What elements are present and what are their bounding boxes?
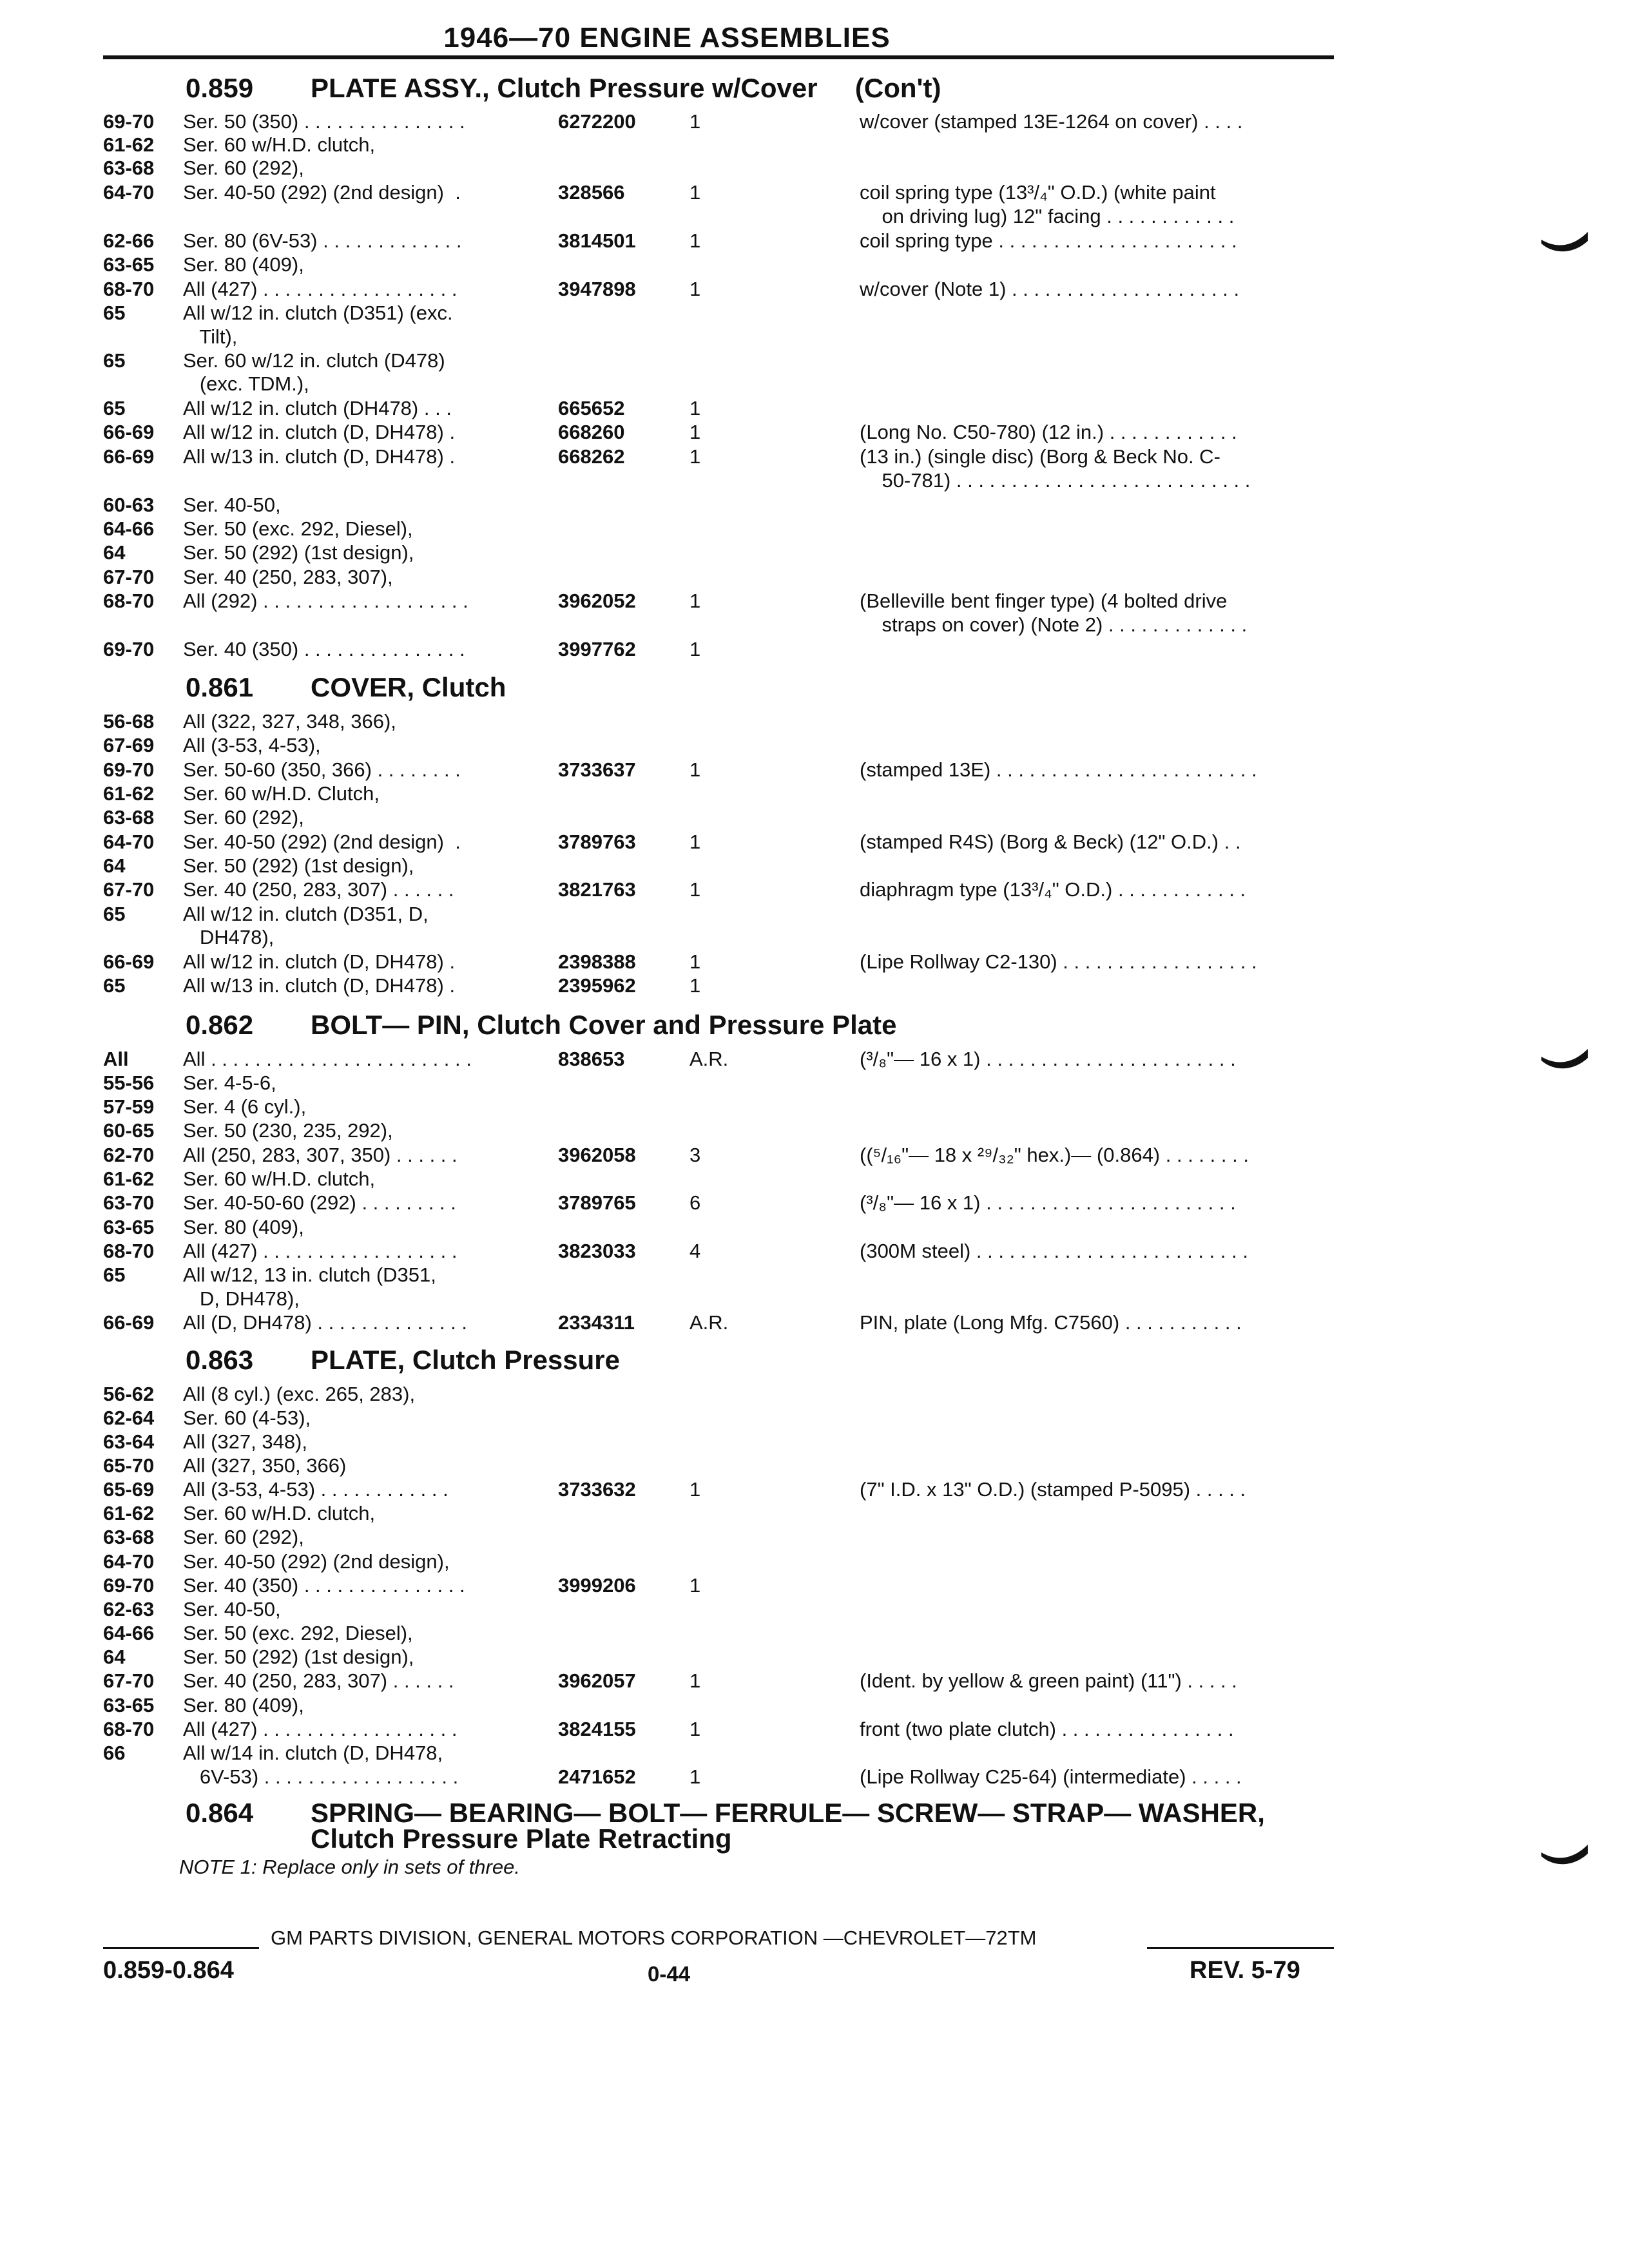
table-row bbox=[0, 1525, 1629, 1549]
table-row bbox=[0, 1645, 1629, 1669]
quantity-cell: 4 bbox=[689, 1240, 701, 1262]
year-range-cell: 69-70 bbox=[103, 1574, 155, 1597]
table-row bbox=[0, 180, 1629, 204]
application-cell: (exc. TDM.), bbox=[183, 372, 309, 395]
quantity-cell: 1 bbox=[689, 1718, 701, 1740]
note-1: NOTE 1: Replace only in sets of three. bbox=[179, 1856, 520, 1878]
part-number-cell: 3997762 bbox=[558, 638, 636, 660]
part-number-cell: 3962052 bbox=[558, 590, 636, 612]
section-title: SPRING— BEARING— BOLT— FERRULE— SCREW— STRAP— WASHER, bbox=[311, 1798, 1265, 1828]
year-range-cell: 69-70 bbox=[103, 638, 155, 660]
table-row bbox=[0, 1597, 1629, 1621]
year-range-cell: 68-70 bbox=[103, 1240, 155, 1262]
table-row bbox=[0, 493, 1629, 517]
year-range-cell: 67-70 bbox=[103, 878, 155, 901]
year-range-cell: 64 bbox=[103, 854, 126, 877]
quantity-cell: 1 bbox=[689, 638, 701, 660]
year-range-cell: 64-66 bbox=[103, 517, 155, 540]
table-row bbox=[0, 1573, 1629, 1597]
quantity-cell: 3 bbox=[689, 1144, 701, 1166]
table-row bbox=[0, 782, 1629, 805]
application-cell: Ser. 60 w/H.D. Clutch, bbox=[183, 782, 380, 805]
part-number-cell: 3789763 bbox=[558, 831, 636, 853]
quantity-cell: 1 bbox=[689, 445, 701, 468]
application-cell: Ser. 40-50-60 (292) . . . . . . . . . bbox=[183, 1191, 456, 1214]
footer-rule-right bbox=[1147, 1947, 1334, 1949]
table-row bbox=[0, 925, 1629, 949]
part-number-cell: 668262 bbox=[558, 445, 625, 468]
application-cell: All (427) . . . . . . . . . . . . . . . . . . bbox=[183, 278, 458, 300]
quantity-cell: 1 bbox=[689, 110, 701, 133]
quantity-cell: 1 bbox=[689, 421, 701, 443]
table-row bbox=[0, 589, 1629, 613]
application-cell: Ser. 40-50 (292) (2nd design) . bbox=[183, 181, 461, 204]
application-cell: Ser. 80 (409), bbox=[183, 1694, 304, 1716]
application-cell: Ser. 50 (350) . . . . . . . . . . . . . . . bbox=[183, 110, 465, 133]
table-row bbox=[0, 1501, 1629, 1525]
remarks-cell: ((⁵/₁₆"— 18 x ²⁹/₃₂" hex.)— (0.864) . . . . . . . . bbox=[860, 1144, 1249, 1166]
table-row bbox=[0, 1143, 1629, 1167]
application-cell: Ser. 60 (292), bbox=[183, 157, 304, 179]
year-range-cell: 67-69 bbox=[103, 734, 155, 756]
page-header-title: 1946—70 ENGINE ASSEMBLIES bbox=[443, 22, 891, 53]
year-range-cell: 61-62 bbox=[103, 782, 155, 805]
remarks-cell: (Belleville bent finger type) (4 bolted drive bbox=[860, 590, 1228, 612]
remarks-cell: (Ident. by yellow & green paint) (11") . . . . . bbox=[860, 1669, 1237, 1692]
application-cell: Ser. 80 (6V-53) . . . . . . . . . . . . . bbox=[183, 229, 462, 252]
table-row bbox=[0, 110, 1629, 133]
application-cell: Ser. 60 w/H.D. clutch, bbox=[183, 1168, 376, 1190]
quantity-cell: 1 bbox=[689, 758, 701, 781]
application-cell: Ser. 50 (292) (1st design), bbox=[183, 854, 414, 877]
table-row bbox=[0, 878, 1629, 901]
section-title: BOLT— PIN, Clutch Cover and Pressure Plate bbox=[311, 1010, 897, 1040]
application-cell: Ser. 40 (350) . . . . . . . . . . . . . . . bbox=[183, 1574, 465, 1597]
part-number-cell: 328566 bbox=[558, 181, 625, 204]
application-cell: Ser. 80 (409), bbox=[183, 1216, 304, 1238]
table-row bbox=[0, 1477, 1629, 1501]
application-cell: Ser. 40-50, bbox=[183, 1598, 281, 1620]
table-row bbox=[0, 1717, 1629, 1741]
application-cell: Ser. 40-50, bbox=[183, 494, 281, 516]
table-row bbox=[0, 733, 1629, 757]
table-row bbox=[0, 830, 1629, 854]
part-number-cell: 6272200 bbox=[558, 110, 636, 133]
year-range-cell: 68-70 bbox=[103, 1718, 155, 1740]
table-row bbox=[0, 1071, 1629, 1095]
application-cell: All w/12 in. clutch (DH478) . . . bbox=[183, 397, 452, 419]
table-row bbox=[0, 1287, 1629, 1311]
remarks-cell: (7" I.D. x 13" O.D.) (stamped P-5095) . . . . . bbox=[860, 1478, 1246, 1501]
year-range-cell: 62-66 bbox=[103, 229, 155, 252]
year-range-cell: 61-62 bbox=[103, 1168, 155, 1190]
remarks-cell: (300M steel) . . . . . . . . . . . . . . . . . . . . . . . . . bbox=[860, 1240, 1248, 1262]
table-row bbox=[0, 396, 1629, 420]
application-cell: Ser. 50 (exc. 292, Diesel), bbox=[183, 517, 413, 540]
application-cell: Ser. 80 (409), bbox=[183, 253, 304, 276]
section-number: 0.862 bbox=[186, 1010, 254, 1040]
table-row bbox=[0, 156, 1629, 180]
part-number-cell: 2471652 bbox=[558, 1765, 636, 1788]
application-cell: All (327, 350, 366) bbox=[183, 1454, 347, 1477]
year-range-cell: 55-56 bbox=[103, 1072, 155, 1094]
binder-clip-mark-icon bbox=[1540, 227, 1589, 259]
section-title: PLATE, Clutch Pressure bbox=[311, 1345, 621, 1375]
application-cell: All (D, DH478) . . . . . . . . . . . . . . bbox=[183, 1311, 467, 1334]
table-row bbox=[0, 1191, 1629, 1215]
table-row bbox=[0, 1311, 1629, 1334]
part-number-cell: 3814501 bbox=[558, 229, 636, 252]
year-range-cell: 65 bbox=[103, 974, 126, 997]
section-title: COVER, Clutch bbox=[311, 672, 506, 702]
year-range-cell: 62-63 bbox=[103, 1598, 155, 1620]
remarks-cell: front (two plate clutch) . . . . . . . . . . . . . . . . bbox=[860, 1718, 1234, 1740]
remarks-cell: PIN, plate (Long Mfg. C7560) . . . . . . . . . . . bbox=[860, 1311, 1242, 1334]
year-range-cell: 62-64 bbox=[103, 1407, 155, 1429]
table-row bbox=[0, 372, 1629, 396]
quantity-cell: 1 bbox=[689, 831, 701, 853]
remarks-cell: straps on cover) (Note 2) . . . . . . . . . . . . . bbox=[860, 613, 1248, 636]
year-range-cell: 63-70 bbox=[103, 1191, 155, 1214]
year-range-cell: 56-62 bbox=[103, 1383, 155, 1405]
year-range-cell: 60-63 bbox=[103, 494, 155, 516]
application-cell: Ser. 60 w/H.D. clutch, bbox=[183, 133, 376, 156]
year-range-cell: 65 bbox=[103, 903, 126, 925]
year-range-cell: 60-65 bbox=[103, 1119, 155, 1142]
table-row bbox=[0, 349, 1629, 372]
application-cell: Ser. 40 (250, 283, 307), bbox=[183, 566, 393, 588]
quantity-cell: 1 bbox=[689, 278, 701, 300]
table-row bbox=[0, 420, 1629, 444]
table-row bbox=[0, 1167, 1629, 1191]
table-row bbox=[0, 1215, 1629, 1239]
table-row bbox=[0, 541, 1629, 564]
quantity-cell: 1 bbox=[689, 974, 701, 997]
application-cell: All w/12 in. clutch (D351, D, bbox=[183, 903, 429, 925]
table-row bbox=[0, 253, 1629, 276]
section-number: 0.861 bbox=[186, 672, 254, 702]
application-cell: Ser. 60 (4-53), bbox=[183, 1407, 311, 1429]
year-range-cell: 67-70 bbox=[103, 1669, 155, 1692]
application-cell: All (427) . . . . . . . . . . . . . . . . . . bbox=[183, 1718, 458, 1740]
application-cell: Ser. 50 (292) (1st design), bbox=[183, 1646, 414, 1668]
table-row bbox=[0, 1621, 1629, 1645]
quantity-cell: 6 bbox=[689, 1191, 701, 1214]
application-cell: All w/12, 13 in. clutch (D351, bbox=[183, 1264, 436, 1286]
part-number-cell: 3789765 bbox=[558, 1191, 636, 1214]
quantity-cell: 1 bbox=[689, 950, 701, 973]
application-cell: Ser. 50 (230, 235, 292), bbox=[183, 1119, 393, 1142]
application-cell: DH478), bbox=[183, 926, 275, 948]
quantity-cell: 1 bbox=[689, 397, 701, 419]
year-range-cell: 69-70 bbox=[103, 758, 155, 781]
application-cell: Ser. 60 w/12 in. clutch (D478) bbox=[183, 349, 445, 372]
table-row bbox=[0, 1119, 1629, 1142]
remarks-cell: 50-781) . . . . . . . . . . . . . . . . . . . . . . . . . . . bbox=[860, 469, 1251, 492]
application-cell: Ser. 40 (250, 283, 307) . . . . . . bbox=[183, 1669, 454, 1692]
year-range-cell: 64 bbox=[103, 1646, 126, 1668]
quantity-cell: A.R. bbox=[689, 1048, 729, 1070]
section-number: 0.863 bbox=[186, 1345, 254, 1375]
application-cell: Ser. 4 (6 cyl.), bbox=[183, 1095, 307, 1118]
application-cell: All (3-53, 4-53), bbox=[183, 734, 321, 756]
year-range-cell: 63-64 bbox=[103, 1430, 155, 1453]
quantity-cell: 1 bbox=[689, 1478, 701, 1501]
year-range-cell: 66-69 bbox=[103, 421, 155, 443]
part-number-cell: 2398388 bbox=[558, 950, 636, 973]
application-cell: All (250, 283, 307, 350) . . . . . . bbox=[183, 1144, 458, 1166]
year-range-cell: 66 bbox=[103, 1742, 126, 1764]
year-range-cell: 67-70 bbox=[103, 566, 155, 588]
remarks-cell: (³/₈"— 16 x 1) . . . . . . . . . . . . . . . . . . . . . . . bbox=[860, 1191, 1236, 1214]
application-cell: All w/13 in. clutch (D, DH478) . bbox=[183, 445, 456, 468]
table-row bbox=[0, 950, 1629, 974]
table-row bbox=[0, 1550, 1629, 1573]
year-range-cell: 57-59 bbox=[103, 1095, 155, 1118]
year-range-cell: 66-69 bbox=[103, 445, 155, 468]
year-range-cell: 64 bbox=[103, 541, 126, 564]
part-number-cell: 3962057 bbox=[558, 1669, 636, 1692]
remarks-cell: (Lipe Rollway C25-64) (intermediate) . . . . . bbox=[860, 1765, 1242, 1788]
remarks-cell: (³/₈"— 16 x 1) . . . . . . . . . . . . . . . . . . . . . . . bbox=[860, 1048, 1236, 1070]
table-row bbox=[0, 301, 1629, 325]
application-cell: All (327, 348), bbox=[183, 1430, 307, 1453]
remarks-cell: coil spring type . . . . . . . . . . . . . . . . . . . . . . bbox=[860, 229, 1237, 252]
part-number-cell: 2395962 bbox=[558, 974, 636, 997]
application-cell: Tilt), bbox=[183, 325, 238, 348]
quantity-cell: 1 bbox=[689, 229, 701, 252]
table-row bbox=[0, 1765, 1629, 1789]
table-row bbox=[0, 1382, 1629, 1406]
table-row bbox=[0, 805, 1629, 829]
year-range-cell: 66-69 bbox=[103, 950, 155, 973]
part-number-cell: 3947898 bbox=[558, 278, 636, 300]
application-cell: Ser. 40-50 (292) (2nd design) . bbox=[183, 831, 461, 853]
footer-revision: REV. 5-79 bbox=[1190, 1957, 1300, 1984]
application-cell: Ser. 60 w/H.D. clutch, bbox=[183, 1502, 376, 1524]
part-number-cell: 665652 bbox=[558, 397, 625, 419]
year-range-cell: 63-68 bbox=[103, 1526, 155, 1548]
table-row bbox=[0, 1741, 1629, 1765]
quantity-cell: 1 bbox=[689, 878, 701, 901]
year-range-cell: 66-69 bbox=[103, 1311, 155, 1334]
section-title-line2: Clutch Pressure Plate Retracting bbox=[311, 1823, 732, 1854]
year-range-cell: 61-62 bbox=[103, 133, 155, 156]
footer-corporation: GM PARTS DIVISION, GENERAL MOTORS CORPORATION —CHEVROLET—72TM bbox=[271, 1927, 1037, 1949]
footer-page-number: 0-44 bbox=[648, 1962, 691, 1986]
year-range-cell: 65 bbox=[103, 397, 126, 419]
application-cell: 6V-53) . . . . . . . . . . . . . . . . . . bbox=[183, 1765, 459, 1788]
application-cell: All (292) . . . . . . . . . . . . . . . . . . . bbox=[183, 590, 468, 612]
year-range-cell: 63-68 bbox=[103, 157, 155, 179]
remarks-cell: (stamped R4S) (Borg & Beck) (12" O.D.) . . bbox=[860, 831, 1241, 853]
table-row bbox=[0, 1047, 1629, 1071]
application-cell: All (322, 327, 348, 366), bbox=[183, 710, 396, 733]
quantity-cell: 1 bbox=[689, 181, 701, 204]
year-range-cell: 64-66 bbox=[103, 1622, 155, 1644]
table-row bbox=[0, 1095, 1629, 1119]
header-rule bbox=[103, 55, 1334, 59]
section-number: 0.859 bbox=[186, 73, 254, 103]
part-number-cell: 3733632 bbox=[558, 1478, 636, 1501]
remarks-cell: diaphragm type (13³/₄" O.D.) . . . . . . . . . . . . bbox=[860, 878, 1246, 901]
binder-clip-mark-icon bbox=[1540, 1840, 1589, 1872]
part-number-cell: 2334311 bbox=[558, 1311, 635, 1334]
quantity-cell: 1 bbox=[689, 1669, 701, 1692]
table-row bbox=[0, 204, 1629, 228]
table-row bbox=[0, 1239, 1629, 1263]
application-cell: All w/12 in. clutch (D, DH478) . bbox=[183, 421, 456, 443]
table-row bbox=[0, 613, 1629, 637]
table-row bbox=[0, 1263, 1629, 1287]
table-row bbox=[0, 1430, 1629, 1454]
table-row bbox=[0, 468, 1629, 492]
application-cell: All (3-53, 4-53) . . . . . . . . . . . . bbox=[183, 1478, 448, 1501]
year-range-cell: 65-69 bbox=[103, 1478, 155, 1501]
table-row bbox=[0, 1454, 1629, 1477]
table-row bbox=[0, 758, 1629, 782]
application-cell: All . . . . . . . . . . . . . . . . . . . . . . . . bbox=[183, 1048, 472, 1070]
application-cell: All w/13 in. clutch (D, DH478) . bbox=[183, 974, 456, 997]
application-cell: All w/12 in. clutch (D, DH478) . bbox=[183, 950, 456, 973]
application-cell: All (427) . . . . . . . . . . . . . . . . . . bbox=[183, 1240, 458, 1262]
application-cell: Ser. 60 (292), bbox=[183, 806, 304, 829]
quantity-cell: 1 bbox=[689, 1574, 701, 1597]
quantity-cell: A.R. bbox=[689, 1311, 729, 1334]
table-row bbox=[0, 1669, 1629, 1693]
part-number-cell: 838653 bbox=[558, 1048, 625, 1070]
remarks-cell: w/cover (stamped 13E-1264 on cover) . . . . bbox=[860, 110, 1243, 133]
application-cell: All w/12 in. clutch (D351) (exc. bbox=[183, 302, 453, 324]
year-range-cell: 56-68 bbox=[103, 710, 155, 733]
year-range-cell: 63-65 bbox=[103, 1216, 155, 1238]
table-row bbox=[0, 277, 1629, 301]
remarks-cell: w/cover (Note 1) . . . . . . . . . . . . . . . . . . . . . bbox=[860, 278, 1240, 300]
section-title: PLATE ASSY., Clutch Pressure w/Cover (Con't) bbox=[311, 73, 941, 103]
quantity-cell: 1 bbox=[689, 590, 701, 612]
application-cell: Ser. 40 (250, 283, 307) . . . . . . bbox=[183, 878, 454, 901]
part-number-cell: 3823033 bbox=[558, 1240, 636, 1262]
application-cell: All (8 cyl.) (exc. 265, 283), bbox=[183, 1383, 416, 1405]
footer-rule-left bbox=[103, 1947, 259, 1949]
table-row bbox=[0, 325, 1629, 349]
application-cell: Ser. 4-5-6, bbox=[183, 1072, 276, 1094]
section-number: 0.864 bbox=[186, 1798, 254, 1828]
part-number-cell: 3733637 bbox=[558, 758, 636, 781]
year-range-cell: All bbox=[103, 1048, 129, 1070]
year-range-cell: 68-70 bbox=[103, 590, 155, 612]
part-number-cell: 3962058 bbox=[558, 1144, 636, 1166]
table-row bbox=[0, 637, 1629, 661]
table-row bbox=[0, 229, 1629, 253]
application-cell: All w/14 in. clutch (D, DH478, bbox=[183, 1742, 443, 1764]
application-cell: Ser. 40-50 (292) (2nd design), bbox=[183, 1550, 450, 1573]
application-cell: Ser. 60 (292), bbox=[183, 1526, 304, 1548]
binder-clip-mark-icon bbox=[1540, 1044, 1589, 1076]
year-range-cell: 63-68 bbox=[103, 806, 155, 829]
year-range-cell: 64-70 bbox=[103, 831, 155, 853]
part-number-cell: 3821763 bbox=[558, 878, 636, 901]
table-row bbox=[0, 902, 1629, 926]
application-cell: Ser. 40 (350) . . . . . . . . . . . . . . . bbox=[183, 638, 465, 660]
year-range-cell: 61-62 bbox=[103, 1502, 155, 1524]
remarks-cell: (Lipe Rollway C2-130) . . . . . . . . . . . . . . . . . . bbox=[860, 950, 1257, 973]
part-number-cell: 3999206 bbox=[558, 1574, 636, 1597]
table-row bbox=[0, 974, 1629, 997]
application-cell: Ser. 50-60 (350, 366) . . . . . . . . bbox=[183, 758, 461, 781]
year-range-cell: 64-70 bbox=[103, 1550, 155, 1573]
remarks-cell: (Long No. C50-780) (12 in.) . . . . . . . . . . . . bbox=[860, 421, 1237, 443]
table-row bbox=[0, 445, 1629, 468]
table-row bbox=[0, 133, 1629, 157]
year-range-cell: 63-65 bbox=[103, 253, 155, 276]
year-range-cell: 65 bbox=[103, 1264, 126, 1286]
remarks-cell: (13 in.) (single disc) (Borg & Beck No. C- bbox=[860, 445, 1220, 468]
application-cell: D, DH478), bbox=[183, 1287, 300, 1310]
year-range-cell: 65-70 bbox=[103, 1454, 155, 1477]
quantity-cell: 1 bbox=[689, 1765, 701, 1788]
remarks-cell: on driving lug) 12" facing . . . . . . . . . . . . bbox=[860, 205, 1235, 227]
remarks-cell: (stamped 13E) . . . . . . . . . . . . . . . . . . . . . . . . bbox=[860, 758, 1257, 781]
table-row bbox=[0, 517, 1629, 541]
part-number-cell: 3824155 bbox=[558, 1718, 636, 1740]
part-number-cell: 668260 bbox=[558, 421, 625, 443]
year-range-cell: 69-70 bbox=[103, 110, 155, 133]
year-range-cell: 65 bbox=[103, 349, 126, 372]
year-range-cell: 62-70 bbox=[103, 1144, 155, 1166]
year-range-cell: 68-70 bbox=[103, 278, 155, 300]
application-cell: Ser. 50 (exc. 292, Diesel), bbox=[183, 1622, 413, 1644]
table-row bbox=[0, 1406, 1629, 1430]
footer-section-range: 0.859-0.864 bbox=[103, 1957, 234, 1984]
year-range-cell: 64-70 bbox=[103, 181, 155, 204]
remarks-cell: coil spring type (13³/₄" O.D.) (white paint bbox=[860, 181, 1216, 204]
table-row bbox=[0, 709, 1629, 733]
table-row bbox=[0, 854, 1629, 878]
table-row bbox=[0, 565, 1629, 589]
table-row bbox=[0, 1693, 1629, 1717]
year-range-cell: 63-65 bbox=[103, 1694, 155, 1716]
year-range-cell: 65 bbox=[103, 302, 126, 324]
application-cell: Ser. 50 (292) (1st design), bbox=[183, 541, 414, 564]
